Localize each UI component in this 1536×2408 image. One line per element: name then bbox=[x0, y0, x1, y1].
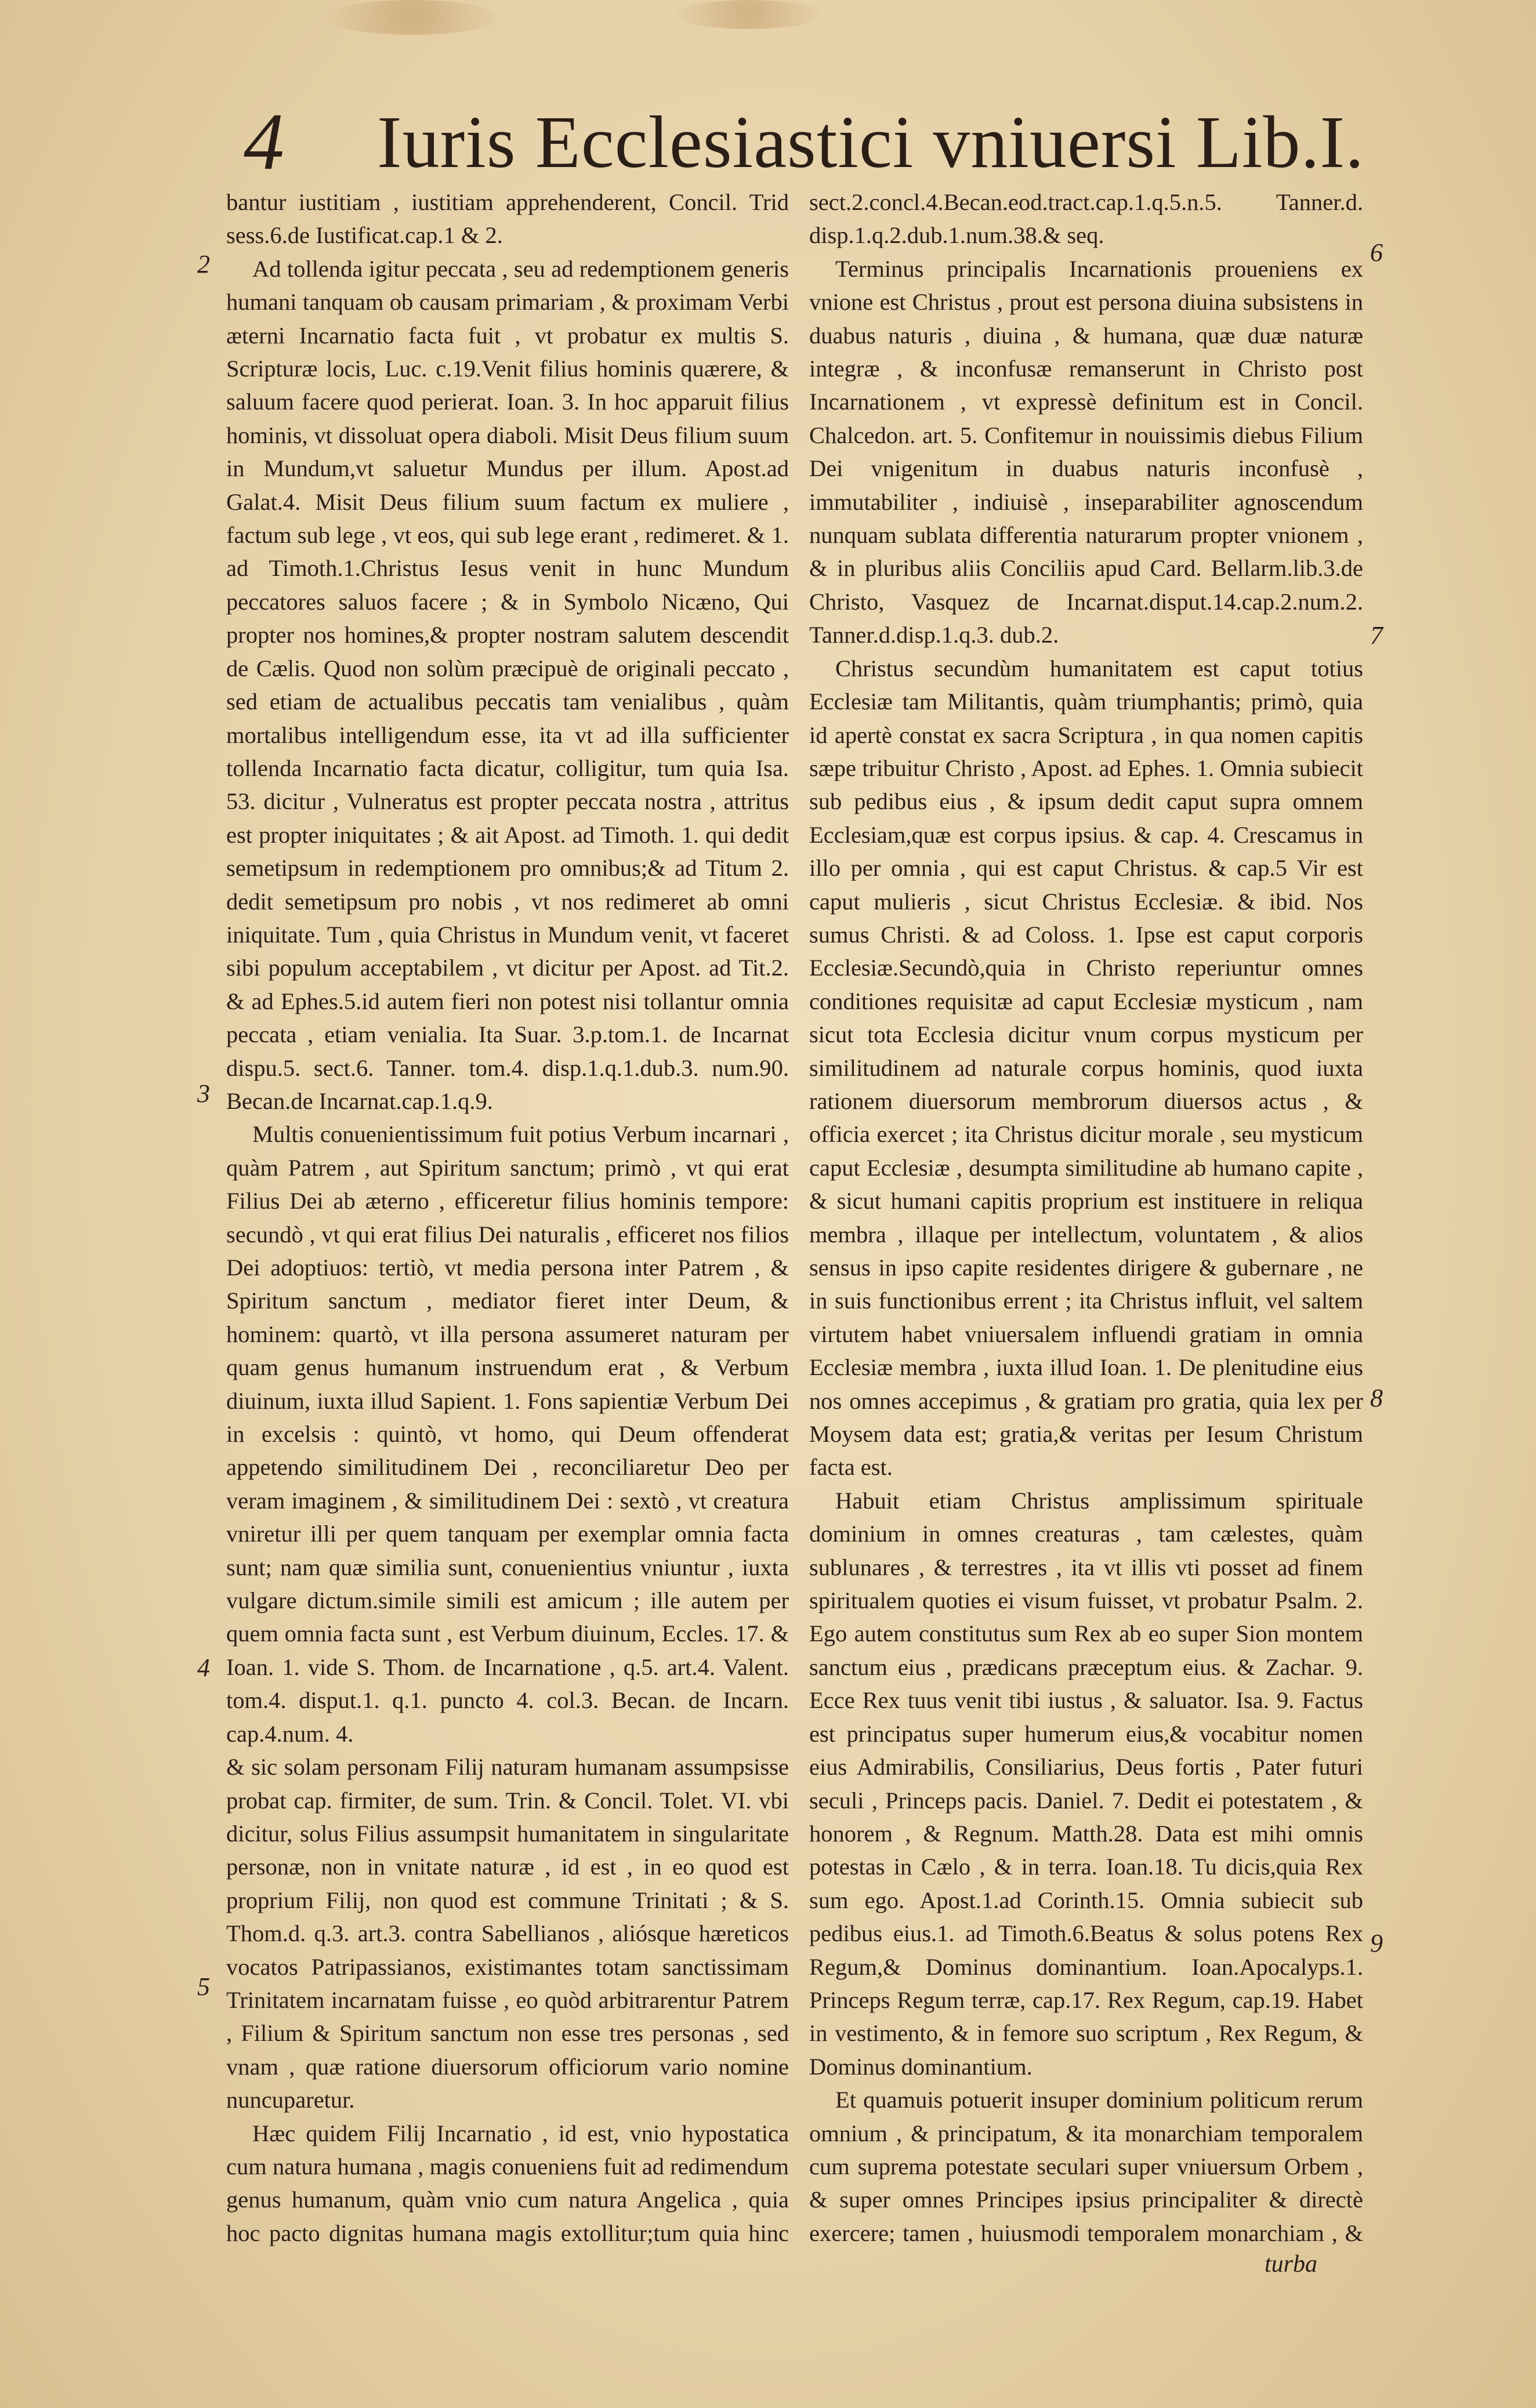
paragraph: bantur iustitiam , iustitiam apprehenderent, Concil. Trid sess.6.de Iustificat.cap.1 & 2. bbox=[226, 189, 789, 249]
margin-number: 6 bbox=[1370, 238, 1383, 267]
paragraph: sect.2.concl.4.Becan.eod.tract.cap.1.q.5.n.5. Tanner.d. disp.1.q.2.dub.1.num.38.& seq. bbox=[809, 189, 1363, 249]
page-number: 4 bbox=[244, 97, 284, 187]
paragraph: Multis conuenientissimum fuit potius Verbum incarnari , quàm Patrem , aut Spiritum sanctum; primò , vt qui erat Filius Dei ab æterno , efficeretur filius hominis tempore: secundò , vt qui erat filius Dei naturalis , efficeret nos filios Dei adoptiuos: tertiò, vt media persona inter Patrem , & Spiritum sanctum , mediator fieret inter Deum, & hominem: quartò, vt illa persona assumeret naturam per quam genus humanum instruendum erat , & Verbum diuinum, iuxta illud Sapient. 1. Fons sapientiæ Verbum Dei in excelsis : quintò, vt homo, qui Deum offenderat appetendo similitudinem Dei , reconciliaretur Deo per veram imaginem , & similitudinem Dei : sextò , vt creatura vniretur illi per quem tanquam per exemplar omnia facta sunt; nam quæ similia sunt, conuenientius vniuntur , iuxta vulgare dictum.simile simili est amicum ; ille autem per quem omnia facta sunt , est Verbum diuinum, Eccles. 17. & Ioan. 1. vide S. Thom. de Incarnatione , q.5. art.4. Valent. tom.4. disput.1. q.1. puncto 4. col.3. Becan. de Incarn. cap.4.num. 4. bbox=[226, 1121, 789, 1747]
paragraph: Terminus principalis Incarnationis proueniens ex vnione est Christus , prout est persona diuina subsistens in duabus naturis , diuina , & humana, quæ duæ naturæ integræ , & inconfusæ remanserunt in Christo post Incarnationem , vt expressè definitum est in Concil. Chalcedon. art. 5. Confitemur in nouissimis diebus Filium Dei vnigenitum in duabus naturis inconfusè , immutabiliter , indiuisè , inseparabiliter agnoscendum nunquam sublata differentia naturarum propter vnionem , & in pluribus aliis Conciliis apud Card. Bellarm.lib.3.de Christo, Vasquez de Incarnat.disput.14.cap.2.num.2. Tanner.d.disp.1.q.3. dub.2. bbox=[809, 255, 1363, 648]
paper-stain bbox=[325, 0, 499, 35]
margin-number: 7 bbox=[1370, 621, 1383, 650]
margin-number: 5 bbox=[197, 1972, 210, 2001]
paragraph: Christus secundùm humanitatem est caput totius Ecclesiæ tam Militantis, quàm triumphantis; primò, quia id apertè constat ex sacra Scriptura , in qua nomen capitis sæpe tribuitur Christo , Apost. ad Ephes. 1. Omnia subiecit sub pedibus eius , & ipsum dedit caput supra omnem Ecclesiam,quæ est corpus ipsius. & cap. 4. Crescamus in illo per omnia , qui est caput Christus. & cap.5 Vir est caput mulieris , sicut Christus Ecclesiæ. & ibid. Nos sumus Christi. & ad Coloss. 1. Ipse est caput corporis Ecclesiæ.Secundò,quia in Christo reperiuntur omnes conditiones requisitæ ad caput Ecclesiæ mysticum , nam sicut tota Ecclesia dicitur vnum corpus mysticum per similitudinem ad naturale corpus hominis, quod iuxta rationem diuersorum membrorum diuersos actus , & officia exercet ; ita Christus dicitur morale , seu mysticum caput Ecclesiæ , desumpta similitudine ab humano capite , & sicut humani capitis proprium est instituere in reliqua membra , illaque per intellectum, voluntatem , & alios sensus in ipso capite residentes dirigere & gubernare , ne in suis functionibus errent ; ita Christus influit, vel saltem virtutem habet vniuersalem influendi gratiam in omnia Ecclesiæ membra , iuxta illud Ioan. 1. De plenitudine eius nos omnes accepimus , & gratiam pro gratia, quia lex per Moysem data est; gratia,& veritas per Iesum Christum facta est. bbox=[809, 655, 1363, 1481]
paragraph: Hæc quidem Filij Incarnatio , id est, vnio hypostatica cum natura humana , magis conueniens fuit ad redimendum genus humanum, quàm vnio cum natura Angelica , quia hoc pacto dignitas humana magis extollitur;tum quia hinc bbox=[226, 2120, 789, 2246]
paragraph: Habuit etiam Christus amplissimum spirituale dominium in omnes creaturas , tam cælestes, quàm sublunares , & terrestres , ita vt illis vti posset ad finem spiritualem quoties ei visum fuisset, vt probatur Psalm. 2. Ego autem constitutus sum Rex ab eo super Sion montem sanctum eius , prædicans præceptum eius. & Zachar. 9. Ecce Rex tuus venit tibi iustus , & saluator. Isa. 9. Factus est principatus super humerum eius,& vocabitur nomen eius Admirabilis, Consiliarius, Deus fortis , Pater futuri seculi , Princeps pacis. Daniel. 7. Dedit ei potestatem , & honorem , & Regnum. Matth.28. Data est mihi omnis potestas in Cælo , & in terra. Ioan.18. Tu dicis,quia Rex sum ego. Apost.1.ad Corinth.15. Omnia subiecit sub pedibus eius.1. ad Timoth.6.Beatus & solus potens Rex Regum,& Dominus dominantium. Ioan.Apocalyps.1. Princeps Regum terræ, cap.17. Rex Regum, cap.19. Habet in vestimento, & in femore suo scriptum , Rex Regum, & Dominus dominantium. bbox=[809, 1487, 1363, 2080]
left-column bbox=[226, 186, 789, 2250]
right-column bbox=[809, 186, 1363, 2250]
margin-number: 3 bbox=[197, 1079, 210, 1108]
running-title: Iuris Ecclesiastici vniuersi Lib.I. bbox=[377, 101, 1365, 183]
page-header bbox=[244, 99, 1381, 186]
margin-number: 4 bbox=[197, 1653, 210, 1682]
paragraph: Et quamuis potuerit insuper dominium politicum rerum omnium , & principatum, & ita monarchiam temporalem cum suprema potestate seculari super vniuersum Orbem , & super omnes Principes ipsius principaliter & directè exercere; tamen , huiusmodi temporalem monarchiam , & bbox=[809, 2087, 1363, 2246]
paragraph: & sic solam personam Filij naturam humanam assumpsisse probat cap. firmiter, de sum. Trin. & Concil. Tolet. VI. vbi dicitur, solus Filius assumpsit humanitatem in singularitate personæ, non in vnitate naturæ , id est , in eo quod est proprium Filij, non quod est commune Trinitati ; & S. Thom.d. q.3. art.3. contra Sabellianos , aliósque hæreticos vocatos Patripassianos, existimantes totam sanctissimam Trinitatem incarnatam fuisse , eo quòd arbitrarentur Patrem , Filium & Spiritum sanctum non esse tres personas , sed vnam , quæ ratione diuersorum officiorum vario nomine nuncuparetur. bbox=[226, 1754, 789, 2113]
paper-stain bbox=[673, 0, 824, 29]
catchword: turba bbox=[1265, 2251, 1318, 2278]
margin-number: 9 bbox=[1370, 1929, 1383, 1957]
margin-number: 8 bbox=[1370, 1384, 1383, 1412]
paragraph: Ad tollenda igitur peccata , seu ad redemptionem generis humani tanquam ob causam primariam , & proximam Verbi æterni Incarnatio facta fuit , vt probatur ex multis S. Scripturæ locis, Luc. c.19.Venit filius hominis quærere, & saluum facere quod perierat. Ioan. 3. In hoc apparuit filius hominis, vt dissoluat opera diaboli. Misit Deus filium suum in Mundum,vt saluetur Mundus per illum. Apost.ad Galat.4. Misit Deus filium suum factum ex muliere , factum sub lege , vt eos, qui sub lege erant , redimeret. & 1. ad Timoth.1.Christus Iesus venit in hunc Mundum peccatores saluos facere ; & in Symbolo Nicæno, Qui propter nos homines,& propter nostram salutem descendit de Cælis. Quod non solùm præcipuè de originali peccato , sed etiam de actualibus peccatis tam venialibus , quàm mortalibus intelligendum esse, ita vt ad illa sufficienter tollenda Incarnatio facta dicatur, colligitur, tum quia Isa. 53. dicitur , Vulneratus est propter peccata nostra , attritus est propter iniquitates ; & ait Apost. ad Timoth. 1. qui dedit semetipsum in redemptionem pro omnibus;& ad Titum 2. dedit semetipsum pro nobis , vt nos redimeret ab omni iniquitate. Tum , quia Christus in Mundum venit, vt faceret sibi populum acceptabilem , vt dicitur per Apost. ad Tit.2. & ad Ephes.5.id autem fieri non potest nisi tollantur omnia peccata , etiam venialia. Ita Suar. 3.p.tom.1. de Incarnat dispu.5. sect.6. Tanner. tom.4. disp.1.q.1.dub.3. num.90. Becan.de Incarnat.cap.1.q.9. bbox=[226, 255, 789, 1114]
margin-number: 2 bbox=[197, 250, 210, 278]
